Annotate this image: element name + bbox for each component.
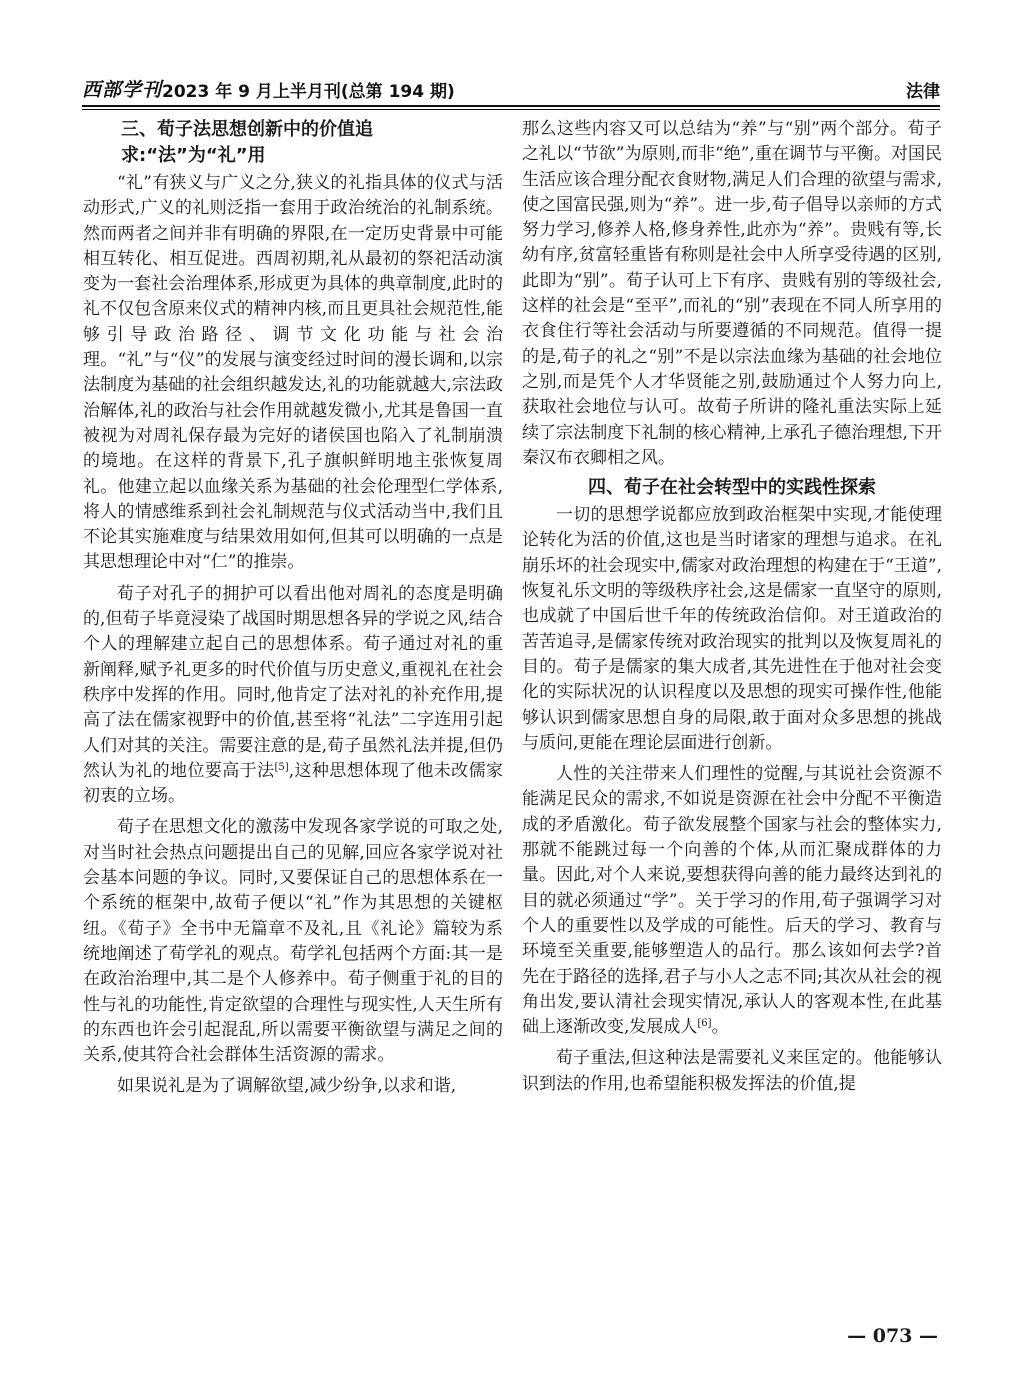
header-left — [82, 75, 455, 102]
journal-logo: 西部学刊 — [82, 79, 163, 101]
header-rule — [82, 105, 940, 107]
page-number: — 073 — — [847, 1325, 938, 1347]
running-header — [82, 74, 940, 102]
header-rule-thin — [82, 109, 940, 110]
paragraph: 一切的思想学说都应放到政治框架中实现,才能使理论转化为活的价值,这也是当时诸家的理想与追求。在礼崩乐坏的社会现实中,儒家对政治理想的构建在于“王道”,恢复礼乐文明的等级秩序社会,这是儒家一直坚守的原则,也成就了中国后世千年的传统政治信仰。对王道政治的苦苦追寻,是儒家传统对政治现实的批判以及恢复周礼的目的。荀子是儒家的集大成者,其先进性在于他对社会变化的实际状况的认识程度以及思想的现实可操作性,他能够认识到儒家思想自身的局限,敢于面对众多思想的挑战与质问,更能在理论层面进行创新。 — [522, 505, 942, 753]
issue-info: 2023 年 9 月上半月刊(总第 194 期) — [162, 82, 455, 102]
left-column — [83, 117, 503, 1100]
paragraph: 如果说礼是为了调解欲望,减少纷争,以求和谐, — [117, 1076, 457, 1097]
paragraph — [83, 582, 503, 810]
paragraph — [522, 762, 942, 1040]
citation-ref: [6] — [697, 1018, 712, 1030]
paragraph: 那么这些内容又可以总结为“养”与“别”两个部分。荀子之礼以“节欲”为原则,而非“绝”,重在调节与平衡。对国民生活应该合理分配衣食财物,满足人们合理的欲望与需求,使之国富民强,则为“养”。进一步,荀子倡导以亲师的方式努力学习,修养人格,修身养性,此亦为“养”。贵贱有等,长幼有序,贫富轻重皆有称则是社会中人所享受待遇的区别,此即为“别”。荀子认可上下有序、贵贱有别的等级社会,这样的社会是“至平”,而礼的“别”表现在不同人所享用的衣食住行等社会活动与所要遵循的不同规范。值得一提的是,荀子的礼之“别”不是以宗法血缘为基础的社会地位之别,而是凭个人才华贤能之别,鼓励通过个人努力向上,获取社会地位与认可。故荀子所讲的隆礼重法实际上延续了宗法制度下礼制的核心精神,上承孔子德治理想,下开秦汉布衣卿相之风。 — [522, 119, 942, 468]
section-heading-3: 三、荀子法思想创新中的价值追求:“法”为“礼”用 — [121, 119, 373, 166]
paragraph: 荀子在思想文化的激荡中发现各家学说的可取之处,对当时社会热点问题提出自己的见解,回应各家学说对社会基本问题的争议。同时,又要保证自己的思想体系在一个系统的框架中,故荀子便以“礼”作为其思想的关键枢纽。《荀子》全书中无篇章不及礼,且《礼论》篇较为系统地阐述了荀学礼的观点。荀学礼包括两个方面:其一是在政治治理中,其二是个人修养中。荀子侧重于礼的目的性与礼的功能性,肯定欲望的合理性与现实性,人天生所有的东西也许会引起混乱,所以需要平衡欲望与满足之间的关系,使其符合社会群体生活资源的需求。 — [83, 817, 503, 1066]
section-tag: 法律 — [906, 82, 940, 102]
paragraph-text: 荀子对孔子的拥护可以看出他对周礼的态度是明确的,但荀子毕竟浸染了战国时期思想各异的学说之风,结合个人的理解建立起自己的思想体系。荀子通过对礼的重新阐释,赋予礼更多的时代价值与历史意义,重视礼在社会秩序中发挥的作用。同时,他肯定了法对礼的补充作用,提高了法在儒家视野中的价值,甚至将“礼法”二字连用引起人们对其的关注。需要注意的是,荀子虽然礼法并提,但仍然认为礼的地位要高于法 — [83, 583, 503, 781]
section-heading-4: 四、荀子在社会转型中的实践性探索 — [588, 477, 876, 499]
right-column — [522, 117, 942, 1097]
paragraph-text: 人性的关注带来人们理性的觉醒,与其说社会资源不能满足民众的需求,不如说是资源在社会中分配不平衡造成的矛盾激化。荀子欲发展整个国家与社会的整体实力,那就不能跳过每一个向善的个体,从而汇聚成群体的力量。因此,对个人来说,要想获得向善的能力最终达到礼的目的就必须通过“学”。关于学习的作用,荀子强调学习对个人的重要性以及学成的可能性。后天的学习、教育与环境至关重要,能够塑造人的品行。那么该如何去学?首先在于路径的选择,君子与小人之志不同;其次从社会的视角出发,要认清社会现实情况,承认人的客观本性,在此基础上逐渐改变,发展成人 — [522, 764, 942, 1038]
paragraph-text: 。 — [711, 1017, 729, 1038]
paragraph-text: ,这种思想体现了他未改儒家初衷的立场。 — [83, 760, 504, 807]
citation-ref: [5] — [274, 761, 289, 773]
paragraph: “礼”有狭义与广义之分,狭义的礼指具体的仪式与活动形式,广义的礼则泛指一套用于政治统治的礼制系统。然而两者之间并非有明确的界限,在一定历史背景中可能相互转化、相互促进。西周初期,礼从最初的祭祀活动演变为一套社会治理体系,形成更为具体的典章制度,此时的礼不仅包含原来仪式的精神内核,而且更具社会规范性,能够引导政治路径、调节文化功能与社会治理。“礼”与“仪”的发展与演变经过时间的漫长调和,以宗法制度为基础的社会组织越发达,礼的功能就越大,宗法政治解体,礼的政治与社会作用就越发微小,尤其是鲁国一直被视为对周礼保存最为完好的诸侯国也陷入了礼制崩溃的境地。在这样的背景下,孔子旗帜鲜明地主张恢复周礼。他建立起以血缘关系为基础的社会伦理型仁学体系,将人的情感维系到社会礼制规范与仪式活动当中,我们且不论其实施难度与结果效用如何,但其可以明确的一点是其思想理论中对“仁”的推崇。 — [83, 173, 503, 573]
paragraph: 荀子重法,但这种法是需要礼义来匡定的。他能够认识到法的作用,也希望能积极发挥法的价值,提 — [522, 1048, 942, 1094]
